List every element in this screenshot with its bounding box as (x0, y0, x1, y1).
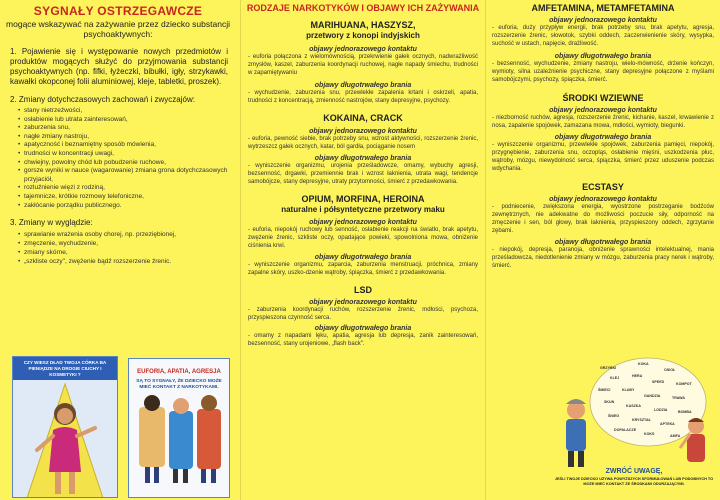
list-item: • zakłócanie porządku publicznego. (18, 202, 236, 211)
section-lsd (248, 285, 478, 348)
section-kokaina (248, 113, 478, 186)
single-use-text: - euforia, duży przypływ energii, brak potrzeby snu, brak apetytu, agresja, rozszerzenie źrenic, słowotok, szybki oddech, zaczerwienienie skóry, wysypka, suchość w ustach, napięcie, drażliwość. (492, 25, 714, 47)
appearance-changes-list (18, 230, 236, 266)
section-heading: ECSTASY (582, 182, 624, 192)
list-item: • trudności w koncentracji uwagi, (18, 150, 236, 159)
long-term-text: - bezsenność, wychudzenie, zmiany nastroju, wielo-mówność, drżenie kończyn, wymioty, silna uzależnienie psychiczne, stany depresyjne połączone z myślami samobójczymi, psychozy, śpiączka, śmierć. (492, 61, 714, 83)
slang-word: KOKA (638, 362, 649, 366)
slang-word: SKUN (604, 400, 615, 404)
column-divider (485, 0, 486, 500)
section-ecstasy (492, 182, 714, 270)
single-use-label: objawy jednorazowego kontaktu (549, 107, 657, 114)
section-appearance-changes: 3. Zmiany w wyglądzie: (10, 218, 93, 228)
section-heading: AMFETAMINA, METAMFETAMINA (531, 3, 675, 13)
section-opium (248, 194, 478, 277)
section-subheading: przetwory z konopi indyjskich (306, 31, 420, 40)
long-term-label: objawy długotrwałego brania (554, 239, 652, 246)
section-behavior-changes: 2. Zmiany dotychczasowych zachowań i zwyczajów: (10, 95, 195, 104)
slang-word: HERA (632, 374, 643, 378)
column-divider (240, 0, 241, 500)
long-term-text: - wychudzenie, zaburzenia snu, przewlekłe zapalenia krtani i oskrzeli, apatia, trudności z koncentracją, zmienność nastrojów, stany depresyjne, psychozy. (248, 90, 478, 104)
list-item: • gorsze wyniki w nauce (wagarowanie) zmiana grona dotychczasowych przyjaciół, (18, 167, 236, 184)
long-term-label: objawy długotrwałego brania (314, 82, 412, 89)
single-use-text: - euforia, niepokój ruchowy lub senność, osłabienie reakcji na światło, brak apetytu, zwężenie źrenic, szkliste oczy, opadające powieki, spowolniona mowa, obniżenie ciśnienia krwi. (248, 227, 478, 249)
long-term-text: - wyniszczenie organizmu, zaparcia, zaburzenia menstruacji, próchnica, zmiany zapalne skóry, uszko-dzenie wątroby, śpiączka, śmierć z przedawkowania. (248, 262, 478, 276)
slang-words (592, 356, 702, 446)
slang-word: KRYSZTAŁ (632, 418, 651, 422)
slang-word: GRZYBKI (600, 366, 617, 370)
warning-text: JEŚLI TWOJE DZIECKO UŻYWA POWYŻSZYCH SFORMUŁOWAŃ LUB PODOBNYCH TO MOŻE MIEĆ KONTAKT ZE ŚRODKAMI ODURZAJĄCYMI. (554, 477, 714, 486)
long-term-label: objawy długotrwałego brania (314, 155, 412, 162)
slang-word: GANDZIA (644, 394, 661, 398)
poster-daughter-caption: CZY WIESZ DŁAD TWOJA CÓRKA BA PIENIĄDZE NA DROGIE CIUCHY I KOSMETYKI ? (13, 357, 117, 380)
poster-figures-illustration (129, 391, 229, 491)
single-use-label: objawy jednorazowego kontaktu (309, 219, 417, 226)
long-term-label: objawy długotrwałego brania (554, 134, 652, 141)
long-term-text: - wyniszczenie organizmu, przewlekłe spojówek, zaburzenia pamięci, niepokój, przygnębienie, zaburzenia snu, oczopląs, osłabienie mięśni, uszkodzenia płuc, wątroby, mózgu, niewydolność serca, śpiączka, śmierć przez uduszenie podczas wdychania. (492, 142, 714, 172)
slang-word: ŚMIECI (598, 388, 611, 392)
section-heading: KOKAINA, CRACK (323, 113, 403, 123)
slang-word: TRAWA (672, 396, 685, 400)
list-item: • chwiejny, powolny chód lub pobudzenie ruchowe, (18, 159, 236, 168)
single-use-text: - euforia połączona z wielomównością, przekrwienie gałek ocznych, nadwrażliwość zmysłów, kaszel, zaburzenia koordynacji ruchowej, nagłe napady śmiechu, trudności w zapamiętywaniu (248, 54, 478, 76)
long-term-label: objawy długotrwałego brania (314, 325, 412, 332)
section-heading: ŚRODKI WZIEWNE (562, 93, 644, 103)
section-heading: OPIUM, MORFINA, HEROINA (301, 194, 425, 204)
poster-euphoria-subtitle: SĄ TO SYGNAŁY, ŻE DZIECKO MOŻE MIEĆ KONTAKT Z NARKOTYKAMI. (136, 379, 222, 390)
long-term-text: - niepokój, depresja, paranoja, obniżenie sprawności intelektualnej, mania prześladowcza, niedotlenienie zmiany w mózgu, zaburzenia pracy nerek i wątroby, śmierć. (492, 247, 714, 269)
slang-word: KLEJ (610, 376, 620, 380)
section-amfetamina (492, 3, 714, 84)
long-term-text: - omamy z napadami lęku, apatia, agresja lub depresja, zanik zainteresowań, bezsenność, stany urojeniowe, „flash back". (248, 333, 478, 347)
list-item: • zaburzenia snu, (18, 124, 236, 133)
poster-daughter (12, 356, 118, 498)
single-use-label: objawy jednorazowego kontaktu (309, 46, 417, 53)
slang-word: BOMBA (678, 410, 692, 414)
single-use-label: objawy jednorazowego kontaktu (549, 196, 657, 203)
single-use-label: objawy jednorazowego kontaktu (549, 17, 657, 24)
slang-word: KASZKA (626, 404, 641, 408)
section-heading: LSD (354, 285, 372, 295)
long-term-label: objawy długotrwałego brania (314, 254, 412, 261)
drug-types-column (244, 0, 482, 500)
single-use-text: - euforia, pewność siebie, brak potrzeby snu, wzrost aktywności, rozszerzenie źrenic, wytrzeszcz gałek ocznych, katar, ból gardła, pociąganie nosem (248, 136, 478, 150)
list-item: • tajemnicze, krótkie rozmowy telefoniczne, (18, 193, 236, 202)
slang-word: LODZIA (654, 408, 668, 412)
poster-euphoria-title: EUFORIA, APATIA, AGRESJA (137, 369, 221, 375)
list-item: • zmęczenie, wychudzenie, (18, 239, 236, 248)
list-item: • sprawianie wrażenia osoby chorej, np. przeziębionej, (18, 230, 236, 239)
section-subheading: naturalne i półsyntetyczne przetwory maku (281, 205, 445, 214)
slang-word: SPEED (652, 380, 665, 384)
warning-signs-title: SYGNAŁY OSTRZEGAWCZE (33, 4, 203, 18)
long-term-label: objawy długotrwałego brania (554, 53, 652, 60)
list-item: • stany nietrzeźwości, (18, 107, 236, 116)
slang-word: KLUBY (622, 388, 635, 392)
section-new-items: 1. Pojawienie się i występowanie nowych przedmiotów i produktów mogących służyć do przyjmowania substancji psychoaktywnych (np. fifki, łyżeczki, bibułki, igły, strzykawki, kawałki okopconej folii aluminiowej, kleje, tabletki, proszek). (10, 47, 228, 86)
slang-word: ŚNIEG (608, 414, 620, 418)
long-term-text: - wyniszczenie organizmu, urojenia prześladowcze, omamy, wybuchy agresji, bezsenność, drgawki, przemiennie brak i wzrost łaknienia, utrata wagi, tendencje samobójcze, stany depresyjne, utraty przytomności, śmierć z przedawkowania. (248, 163, 478, 185)
single-use-label: objawy jednorazowego kontaktu (309, 128, 417, 135)
list-item: • nagłe zmiany nastroju, (18, 133, 236, 142)
slang-word: KOMPOT (676, 382, 692, 386)
slang-cartoon (548, 356, 720, 500)
slang-word: APTEKA (660, 422, 675, 426)
poster-euphoria (128, 358, 230, 498)
list-item: • rozluźnienie więzi z rodziną, (18, 184, 236, 193)
single-use-text: - zaburzenia koordynacji ruchów, rozszerzenie źrenic, mdłości, psychoza, przyspieszona czynność serca. (248, 307, 478, 321)
drug-types-title: RODZAJE NARKOTYKÓW I OBJAWY ICH ZAŻYWANIA (246, 3, 480, 13)
single-use-text: - podniecenie, zwiększona energia, wyostrzone postrzeganie bodźców zewnętrznych, nie adekwatne do możliwości poczucie siły, odporność na zmęczenie i sen, ból głowy, brak łaknienia, przyspieszony oddech, zgrzytanie zębami. (492, 204, 714, 234)
list-item: • osłabienie lub utrata zainteresowań, (18, 116, 236, 125)
slang-word: KOKS (644, 432, 655, 436)
slang-word: DOPALACZE (614, 428, 637, 432)
single-use-text: - niezborność ruchów, agresja, rozszerzenie źrenic, kichanie, kaszel, krwawienie z nosa, zapalenie spojówek, zamazana mowa, mdłości, wymioty, biegunki. (492, 115, 714, 129)
section-marihuana (248, 20, 478, 105)
slang-word: AMFA (670, 434, 681, 438)
warning-title: ZWRÓĆ UWAGĘ, (605, 468, 663, 475)
list-item: • „szkliste oczy", zwężenie bądź rozszerzenie źrenic. (18, 257, 236, 266)
poster-girl-illustration (13, 380, 117, 498)
section-wziewne (492, 93, 714, 173)
warning-signs-subtitle: mogące wskazywać na zażywanie przez dziecko substancji psychoaktywnych: (6, 19, 230, 39)
behavior-changes-list (18, 107, 236, 210)
slang-word: OSIOŁ (664, 368, 676, 372)
section-heading: MARIHUANA, HASZYSZ, (310, 20, 416, 30)
list-item: • apatyczność i beznamiętny sposób mówienia, (18, 141, 236, 150)
single-use-label: objawy jednorazowego kontaktu (309, 299, 417, 306)
list-item: • zmiany skórne, (18, 248, 236, 257)
